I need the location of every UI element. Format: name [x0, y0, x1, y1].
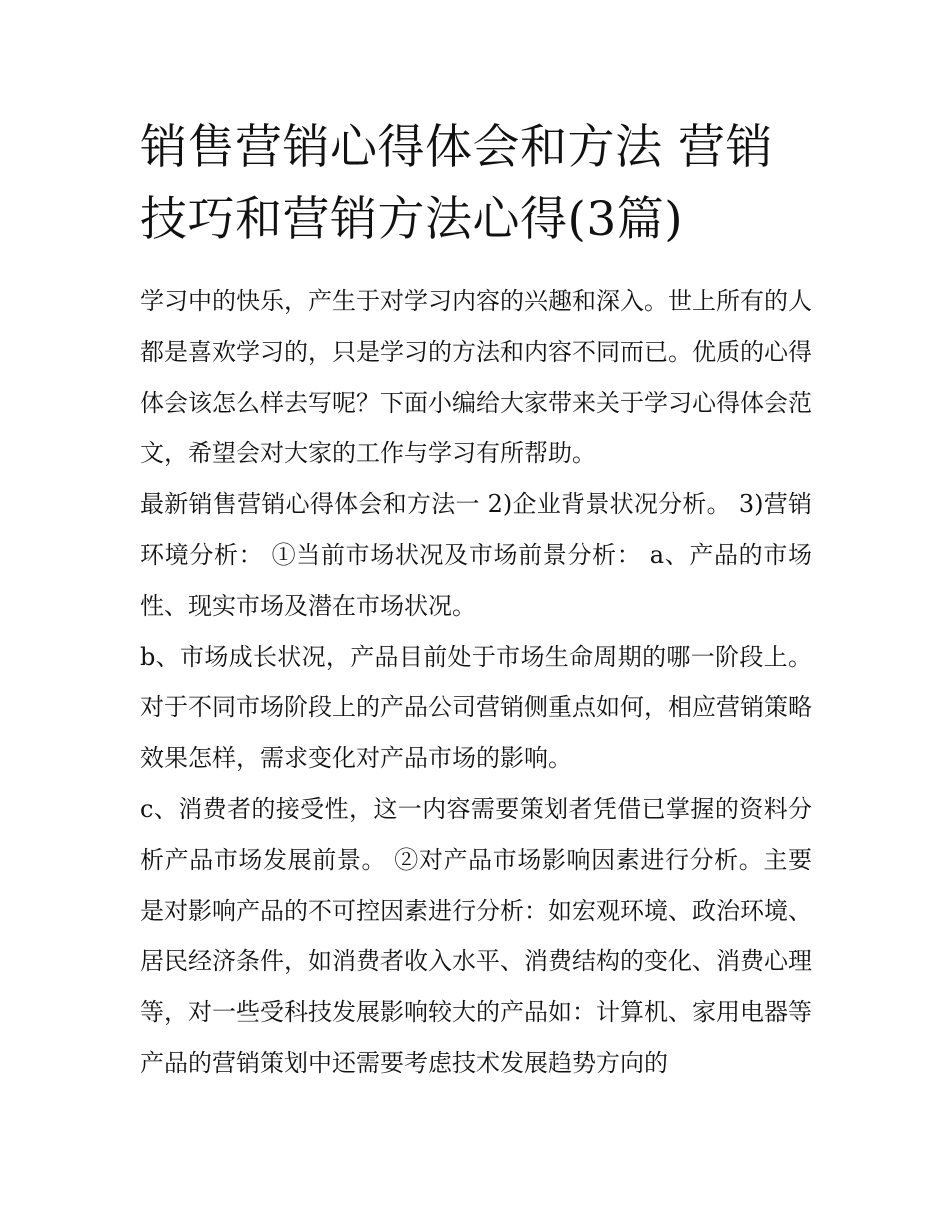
document-page [140, 112, 812, 1089]
paragraph-market-growth: b、市场成长状况，产品目前处于市场生命周期的哪一阶段上。对于不同市场阶段上的产品公司营销侧重点如何，相应营销策略效果怎样，需求变化对产品市场的影响。 [140, 642, 812, 773]
document-body [140, 276, 812, 1089]
paragraph-intro: 学习中的快乐，产生于对学习内容的兴趣和深入。世上所有的人都是喜欢学习的，只是学习的方法和内容不同而已。优质的心得体会该怎么样去写呢？下面小编给大家带来关于学习心得体会范文，希望会对大家的工作与学习有所帮助。 [140, 287, 812, 468]
document-title: 销售营销心得体会和方法 营销技巧和营销方法心得(3篇) [140, 120, 773, 247]
paragraph-method-one: 最新销售营销心得体会和方法一 2)企业背景状况分析。 3)营销环境分析： ①当前市场状况及市场前景分析： a、产品的市场性、现实市场及潜在市场状况。 [140, 490, 812, 620]
paragraph-consumer-acceptance: c、消费者的接受性，这一内容需要策划者凭借已掌握的资料分析产品市场发展前景。 ②对产品市场影响因素进行分析。主要是对影响产品的不可控因素进行分析：如宏观环境、政治环境、居民经济条件，如消费者收入水平、消费结构的变化、消费心理等，对一些受科技发展影响较大的产品如：计算机、家用电器等产品的营销策划中还需要考虑技术发展趋势方向的 [140, 794, 812, 1077]
